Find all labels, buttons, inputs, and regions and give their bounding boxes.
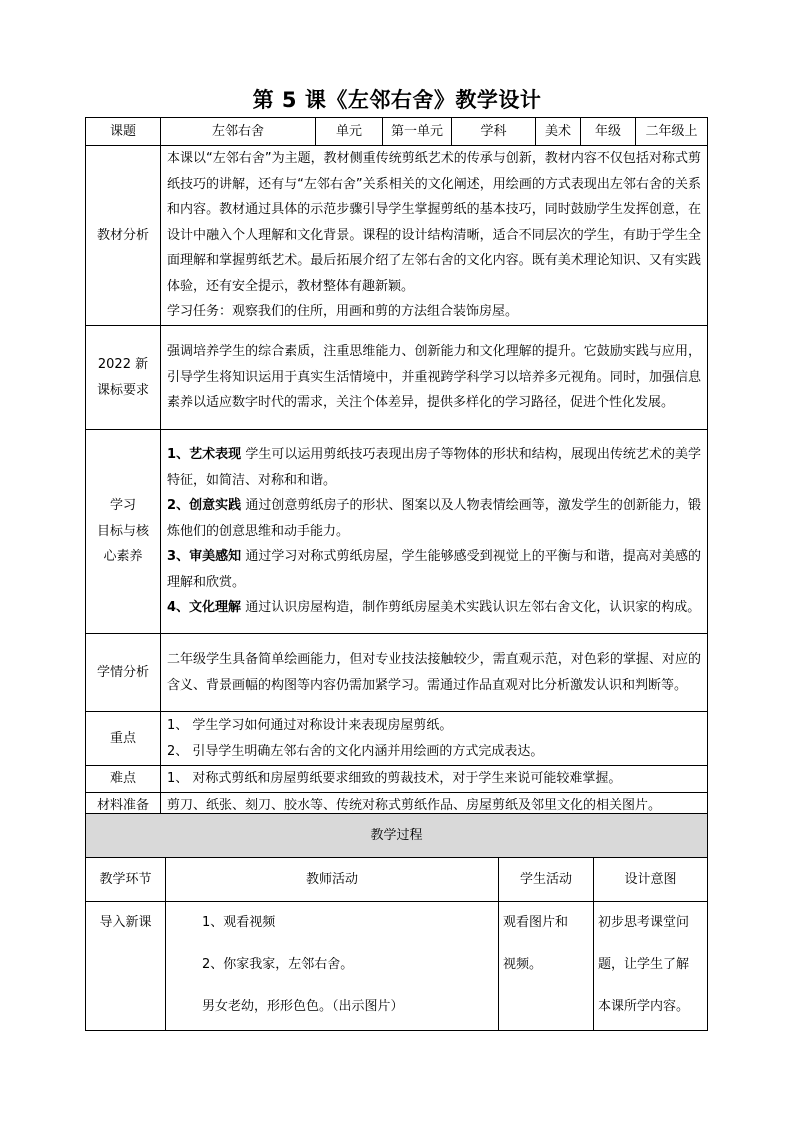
column-stage: 教学环节 <box>86 858 166 902</box>
student-analysis-label: 学情分析 <box>86 634 161 712</box>
standards-text: 强调培养学生的综合素质，注重思维能力、创新能力和文化理解的提升。它鼓励实践与应用，引导学生将知识运用于真实生活情境中，并重视跨学科学习以培养多元视角。同时，加强信息素养以适应数字时代的需求，关注个体差异，提供多样化的学习路径，促进个性化发展。 <box>161 326 708 430</box>
student-analysis-row <box>86 634 708 712</box>
objectives-content <box>161 430 708 634</box>
column-teacher: 教师活动 <box>166 858 499 902</box>
key-point-item: 1、 学生学习如何通过对称设计来表现房屋剪纸。 <box>167 718 453 733</box>
key-points-content <box>161 712 708 766</box>
materials-label: 材料准备 <box>86 792 161 819</box>
subject-label: 学科 <box>452 118 536 146</box>
grade-label: 年级 <box>581 118 636 146</box>
teaching-process-table <box>85 813 708 1031</box>
student-analysis-text: 二年级学生具备简单绘画能力，但对专业技法接触较少，需直观示范，对色彩的掌握、对应的含义、背景画幅的构图等内容仍需加紧学习。需通过作品直观对比分析激发认识和判断等。 <box>161 634 708 712</box>
objectives-row <box>86 430 708 634</box>
process-heading: 教学过程 <box>86 814 708 858</box>
key-points-row <box>86 712 708 766</box>
material-analysis-label: 教材分析 <box>86 146 161 326</box>
column-student: 学生活动 <box>499 858 594 902</box>
difficulties-text: 1、 对称式剪纸和房屋剪纸要求细致的剪裁技术，对于学生来说可能较难掌握。 <box>161 766 708 793</box>
subject-value: 美术 <box>536 118 581 146</box>
header-row <box>86 118 708 146</box>
material-analysis-text: 本课以“左邻右舍”为主题，教材侧重传统剪纸艺术的传承与创新，教材内容不仅包括对称式剪纸技巧的讲解，还有与“左邻右舍”关系相关的文化阐述，用绘画的方式表现出左邻右舍的关系和内容。教材通过具体的示范步骤引导学生掌握剪纸的基本技巧，同时鼓励学生发挥创意，在设计中融入个人理解和文化背景。课程的设计结构清晰，适合不同层次的学生，有助于学生全面理解和掌握剪纸艺术。最后拓展介绍了左邻右舍的文化内容。既有美术理论知识、又有实践体验，还有安全提示，教材整体有趣新颖。 <box>167 151 701 294</box>
materials-text: 剪刀、纸张、刻刀、胶水等、传统对称式剪纸作品、房屋剪纸及邻里文化的相关图片。 <box>161 792 708 819</box>
material-analysis-content <box>161 146 708 326</box>
grade-value: 二年级上 <box>636 118 708 146</box>
material-analysis-row <box>86 146 708 326</box>
column-intent: 设计意图 <box>594 858 708 902</box>
student-activity-cell: 观看图片和 视频。 <box>499 902 594 1031</box>
process-columns-row <box>86 858 708 902</box>
difficulties-label: 难点 <box>86 766 161 793</box>
process-heading-row <box>86 814 708 858</box>
process-row <box>86 902 708 1031</box>
objective-item: 4、文化理解 通过认识房屋构造，制作剪纸房屋美术实践认识左邻右舍文化，认识家的构成。 <box>167 600 701 616</box>
objective-item: 3、审美感知 通过学习对称式剪纸房屋，学生能够感受到视觉上的平衡与和谐，提高对美感的理解和欣赏。 <box>167 549 701 590</box>
teacher-activity-cell: 1、观看视频 2、你家我家，左邻右舍。 男女老幼，形形色色。（出示图片） <box>166 902 499 1031</box>
design-intent-cell: 初步思考课堂问 题，让学生了解 本课所学内容。 <box>594 902 708 1031</box>
key-points-label: 重点 <box>86 712 161 766</box>
standards-label: 2022 新 课标要求 <box>86 326 161 430</box>
document-title: 第 5 课《左邻右舍》教学设计 <box>252 88 542 112</box>
standards-row <box>86 326 708 430</box>
key-point-item: 2、 引导学生明确左邻右舍的文化内涵并用绘画的方式完成表达。 <box>167 743 544 759</box>
stage-cell: 导入新课 <box>86 902 166 1031</box>
course-label: 课题 <box>86 118 161 146</box>
unit-label: 单元 <box>316 118 383 146</box>
unit-value: 第一单元 <box>383 118 452 146</box>
course-value: 左邻右舍 <box>161 118 316 146</box>
lesson-info-table <box>85 117 708 819</box>
difficulties-row <box>86 766 708 793</box>
learning-task: 学习任务：观察我们的住所，用画和剪的方法组合装饰房屋。 <box>167 304 519 320</box>
objective-item: 2、创意实践 通过创意剪纸房子的形状、图案以及人物表情绘画等，激发学生的创新能力，锻炼他们的创意思维和动手能力。 <box>167 498 701 539</box>
objective-item: 1、艺术表现 学生可以运用剪纸技巧表现出房子等物体的形状和结构，展现出传统艺术的美学特征，如简洁、对称和和谐。 <box>167 447 701 488</box>
objectives-label: 学习 目标与核 心素养 <box>86 430 161 634</box>
